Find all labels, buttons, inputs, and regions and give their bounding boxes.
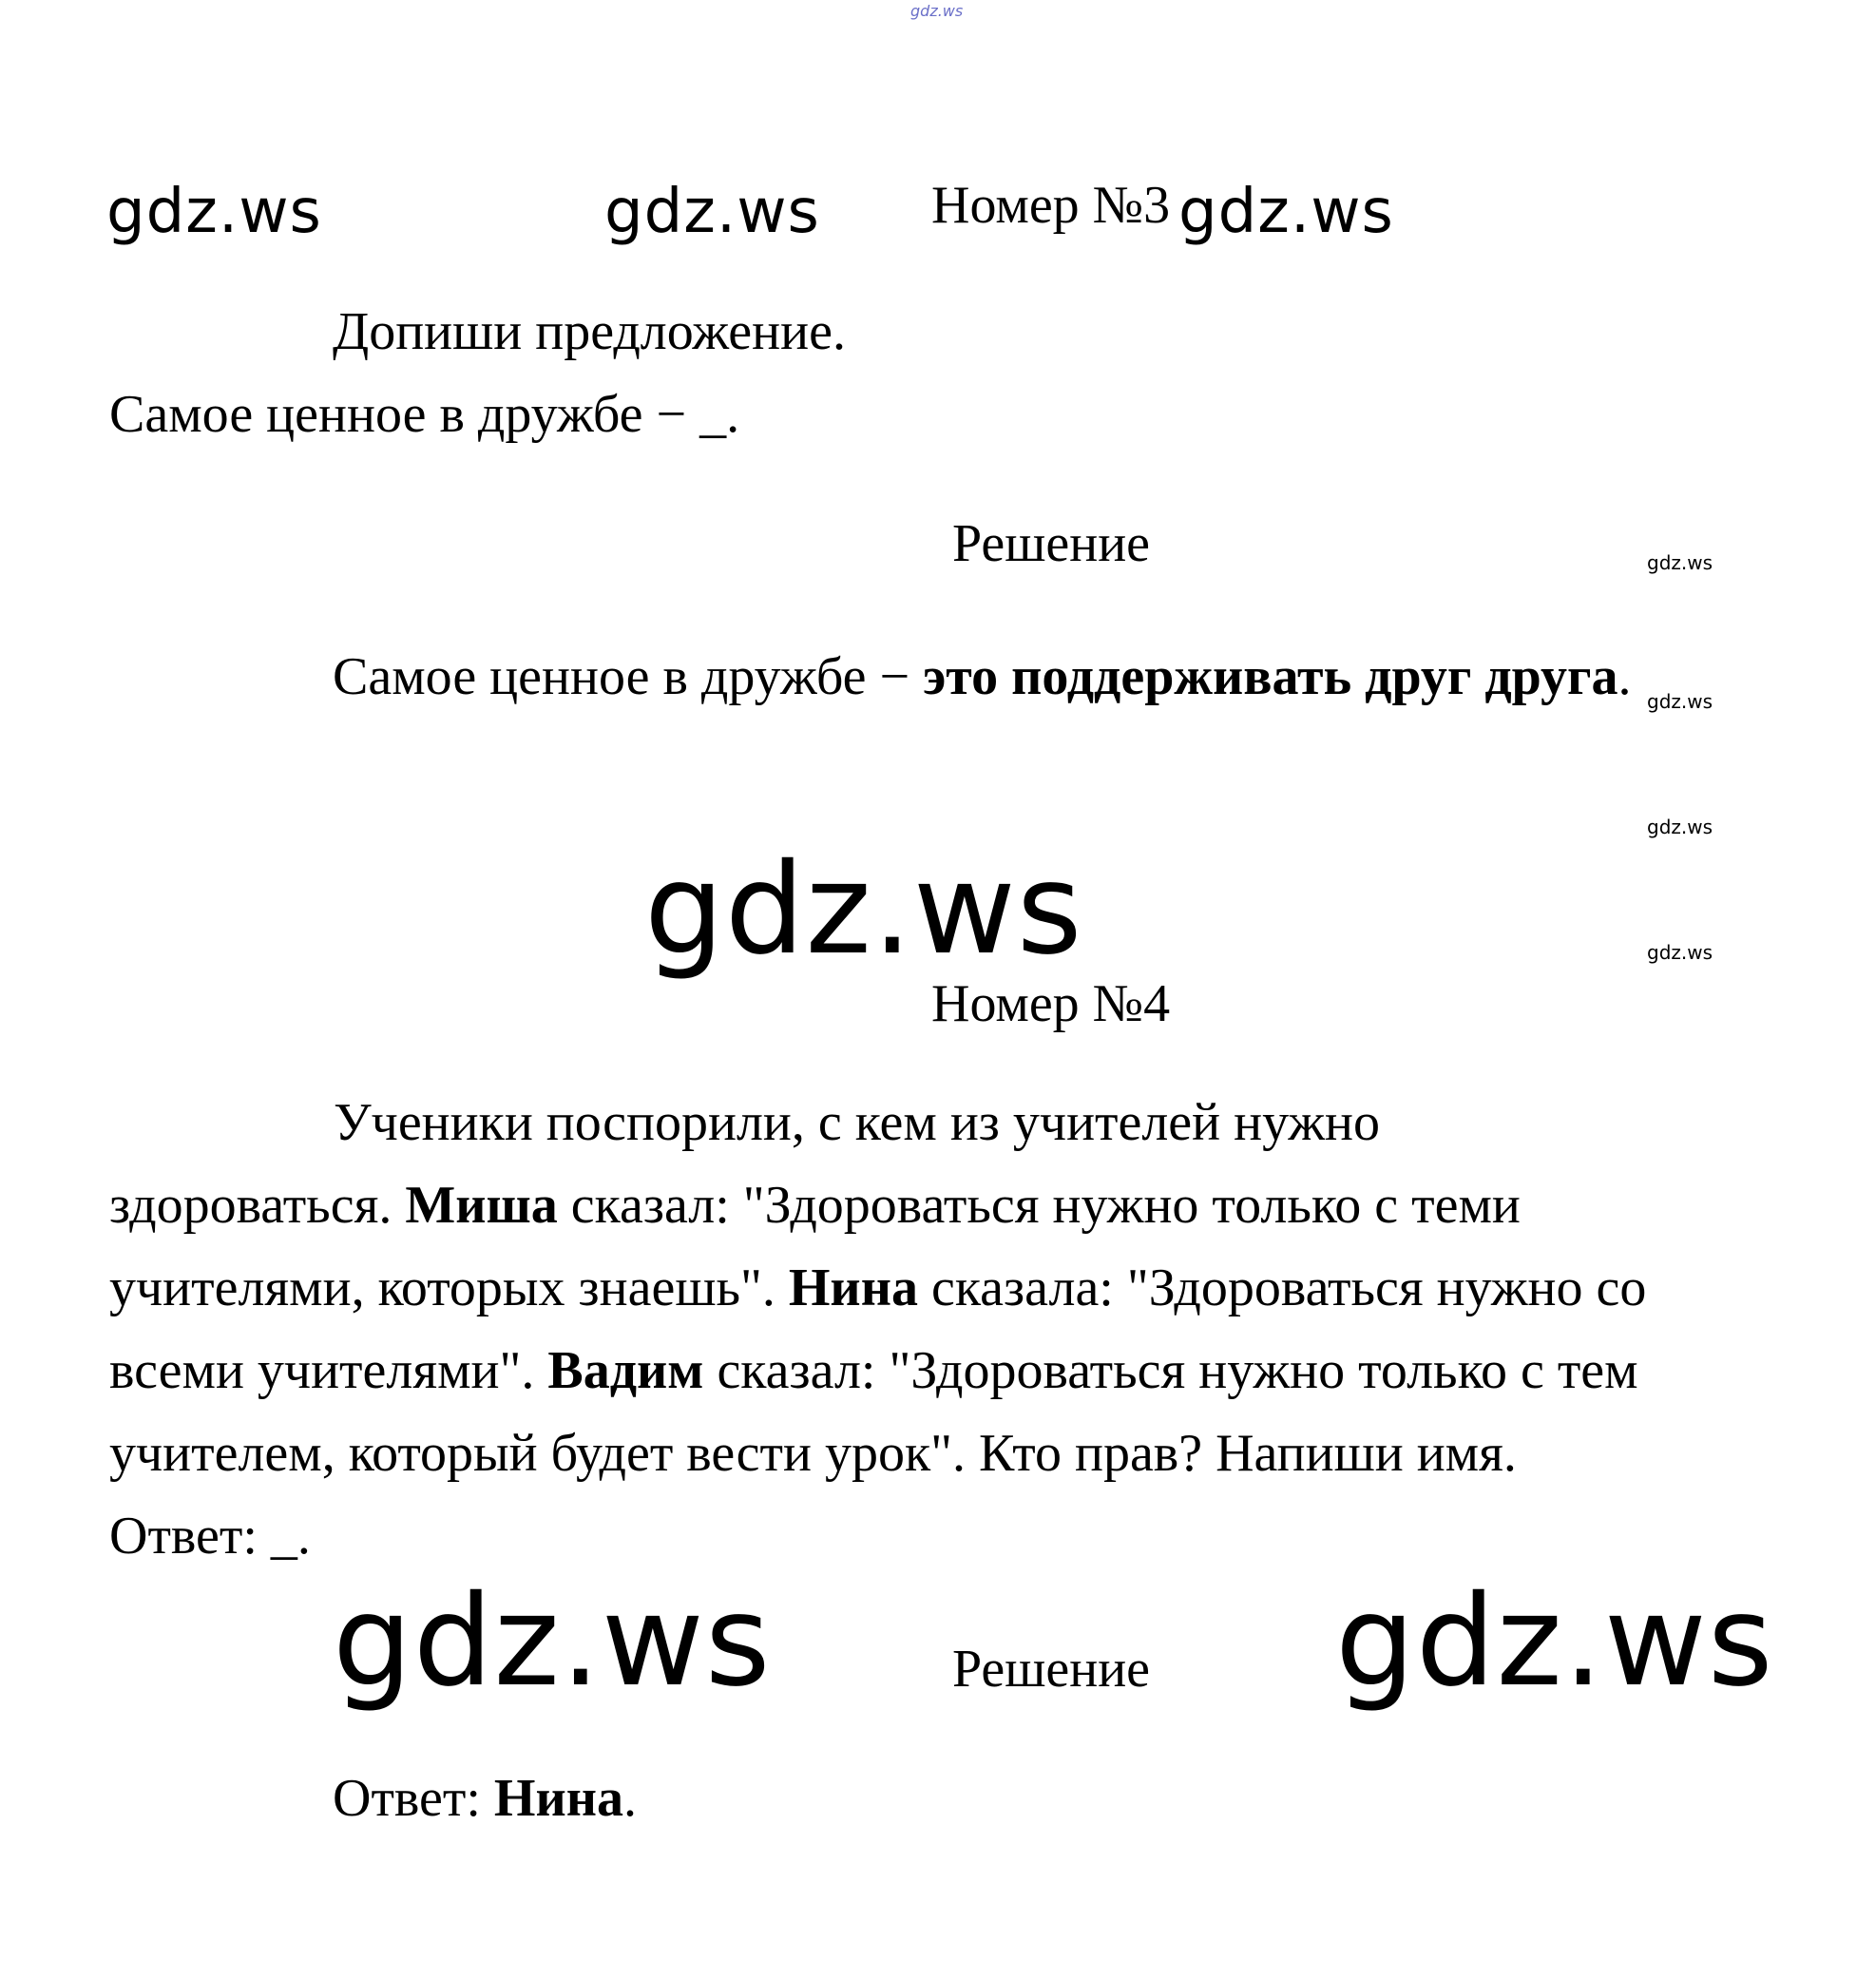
task4-text: Ученики поспорили, с кем из учителей нужно здороваться. Миша сказал: "Здороваться нужно только с теми учителями, которых знаешь". Нина сказала: "Здороваться нужно со всеми учителями". Вадим сказал: "Здороваться нужно только с тем учителем, который будет вести урок". Кто прав? Напиши имя. Ответ: _.	[109, 1082, 1782, 1578]
task3-answer: Самое ценное в дружбе − это поддерживать друг друга.	[333, 647, 1632, 706]
watermark: gdz.ws	[1647, 941, 1713, 964]
watermark-large: gdz.ws	[644, 836, 1083, 983]
task4-solution-label: Решение	[952, 1640, 1151, 1699]
watermark: gdz.ws	[1647, 690, 1713, 713]
task3-sentence: Самое ценное в дружбе − _.	[109, 385, 740, 444]
watermark: gdz.ws	[604, 177, 820, 247]
task4-answer-blank: Ответ: _.	[109, 1507, 311, 1566]
watermark: gdz.ws	[1647, 816, 1713, 838]
watermark-large: gdz.ws	[1335, 1568, 1774, 1715]
task3-number: Номер №3	[931, 176, 1171, 235]
watermark-top: gdz.ws	[910, 2, 964, 20]
task4-number: Номер №4	[931, 974, 1171, 1033]
watermark: gdz.ws	[1647, 551, 1713, 574]
watermark-large: gdz.ws	[333, 1568, 772, 1715]
task3-instruction: Допиши предложение.	[333, 302, 846, 361]
task4-answer: Ответ: Нина.	[333, 1769, 638, 1828]
watermark: gdz.ws	[1178, 177, 1394, 247]
task3-solution-label: Решение	[952, 514, 1151, 573]
watermark: gdz.ws	[106, 177, 322, 247]
